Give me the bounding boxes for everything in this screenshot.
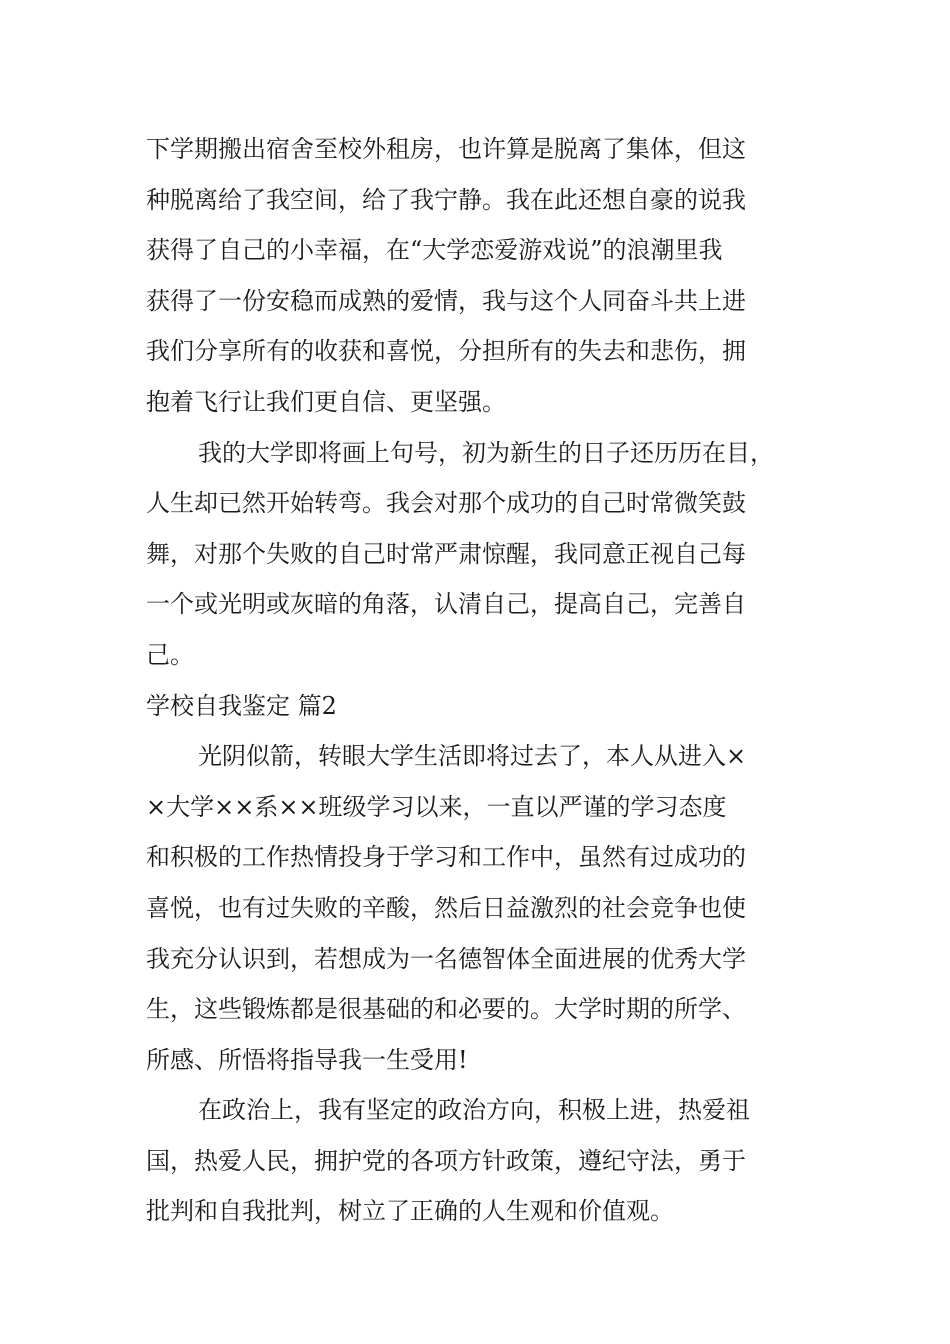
- text-line: ×大学××系××班级学习以来，一直以严谨的学习态度: [146, 792, 727, 821]
- section-heading: [146, 681, 816, 732]
- text-line: 舞，对那个失败的自己时常严肃惊醒，我同意正视自己每: [146, 539, 746, 568]
- text-line: 我们分享所有的收获和喜悦，分担所有的失去和悲伤，拥: [146, 337, 746, 366]
- text-line: 国，热爱人民，拥护党的各项方针政策，遵纪守法，勇于: [146, 1146, 746, 1175]
- paragraph: [146, 428, 816, 681]
- text-line: 下学期搬出宿舍至校外租房，也许算是脱离了集体，但这: [146, 135, 746, 163]
- document-page: [146, 124, 816, 1237]
- text-line: 喜悦，也有过失败的辛酸，然后日益激烈的社会竞争也使: [146, 893, 746, 922]
- text-line: 和积极的工作热情投身于学习和工作中，虽然有过成功的: [146, 843, 746, 872]
- text-line: 批判和自我批判，树立了正确的人生观和价值观。: [146, 1197, 674, 1226]
- text-line: 获得了自己的小幸福，在“大学恋爱游戏说”的浪潮里我: [146, 236, 723, 265]
- text-line: 己。: [146, 640, 194, 669]
- text-line: 抱着飞行让我们更自信、更坚强。: [146, 387, 506, 416]
- text-line: 生，这些锻炼都是很基础的和必要的。大学时期的所学、: [146, 995, 746, 1024]
- text-line: 在政治上，我有坚定的政治方向，积极上进，热爱祖: [198, 1096, 750, 1125]
- paragraph: [146, 124, 816, 428]
- text-line: 光阴似箭，转眼大学生活即将过去了，本人从进入×: [198, 742, 747, 771]
- text-line: 我充分认识到，若想成为一名德智体全面进展的优秀大学: [146, 944, 746, 973]
- text-line: 一个或光明或灰暗的角落，认清自己，提高自己，完善自: [146, 590, 746, 619]
- text-line: 获得了一份安稳而成熟的爱情，我与这个人同奋斗共上进: [146, 286, 746, 315]
- paragraph: [146, 1085, 816, 1237]
- text-line: 种脱离给了我空间，给了我宁静。我在此还想自豪的说我: [146, 185, 746, 214]
- text-line: 人生却已然开始转弯。我会对那个成功的自己时常微笑鼓: [146, 489, 746, 518]
- paragraph: [146, 731, 816, 1085]
- text-line: 我的大学即将画上句号，初为新生的日子还历历在目，: [198, 438, 774, 467]
- text-line: 所感、所悟将指导我一生受用!: [146, 1045, 468, 1074]
- section-title: 学校自我鉴定 篇2: [146, 691, 337, 720]
